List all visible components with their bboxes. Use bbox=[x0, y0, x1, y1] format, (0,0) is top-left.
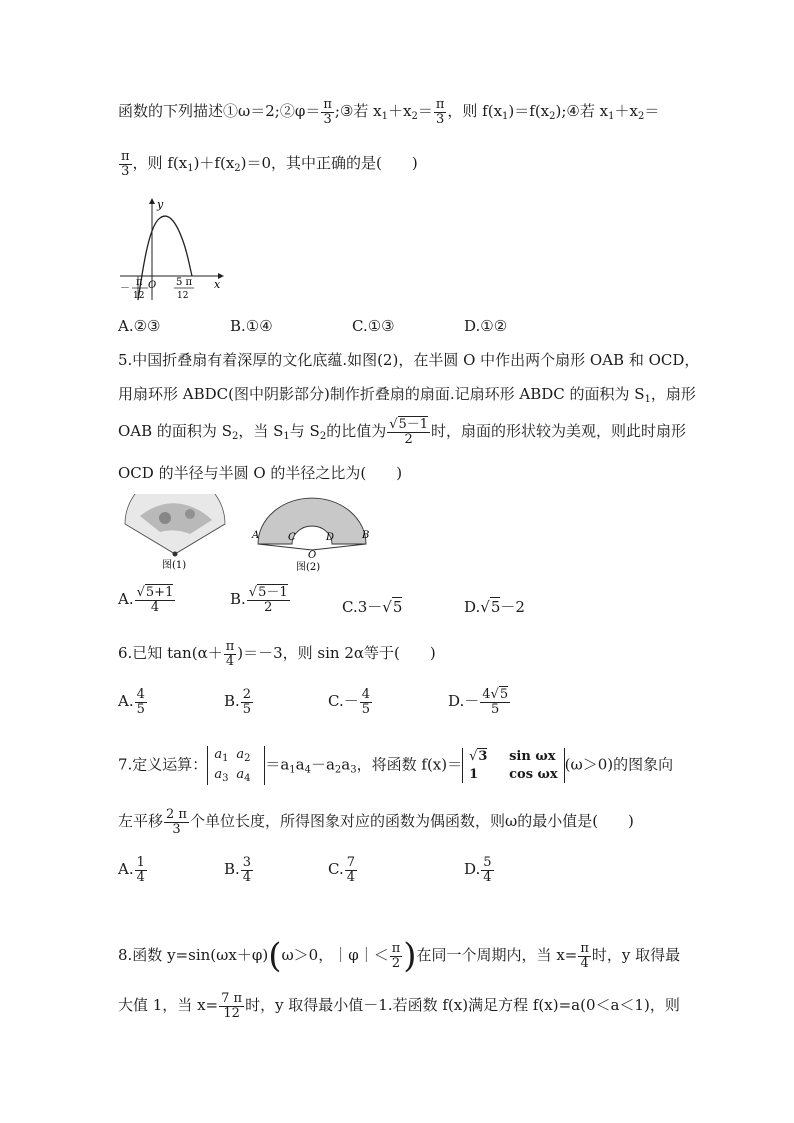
q7-line2: 左平移 $\frac{2 \pi}{3}$ 个单位长度，所得图象对应的函数为偶函数，则ω的最小值是( ) bbox=[118, 807, 634, 837]
q7-option-a[interactable]: A. $\frac{1}{4}$ bbox=[118, 855, 145, 885]
q4-option-b[interactable]: B.①④ bbox=[230, 317, 273, 335]
q5-option-b[interactable]: B. $\frac{√5-1}{2}$ bbox=[230, 585, 288, 615]
fraction-pi-over-3: $\frac{\pi}{3}$ bbox=[323, 97, 332, 127]
q7-option-b[interactable]: B. $\frac{3}{4}$ bbox=[224, 855, 252, 885]
q4-option-d[interactable]: D.①② bbox=[464, 317, 508, 335]
q4-option-c[interactable]: C.①③ bbox=[352, 317, 395, 335]
right-tick-den: 12 bbox=[177, 291, 189, 301]
q5-line2: 用扇环形 ABDC(图中阴影部分)制作折叠扇的扇面.记扇环形 ABDC 的面积为 $S_1$，扇形 bbox=[118, 385, 696, 405]
fig1-caption: 图(1) bbox=[162, 560, 187, 571]
fan-illustration bbox=[120, 494, 230, 572]
q5-line4: OCD 的半径与半圆 O 的半径之比为( ) bbox=[118, 464, 403, 482]
svg-text:O: O bbox=[308, 550, 317, 561]
q4-function-graph bbox=[118, 196, 228, 304]
left-tick-sign: － bbox=[120, 283, 130, 294]
origin-label: O bbox=[148, 280, 157, 291]
q7-stem: 7.定义运算：$a_1$ $a_2$ $a_3$ $a_4=a_1a_4-a_2a_3$，将函数 f(x)＝ √3 sin ωx 1 cos ωx(ω＞0)的图象向 bbox=[118, 747, 674, 784]
q8-line1: 8.函数 y=sin(ωx＋φ)(ω＞0，｜φ｜＜ $\frac{\pi}{2}$ )在同一个周期内，当 x= $\frac{\pi}{4}$ 时，y 取得最 bbox=[118, 936, 681, 976]
svg-text:A: A bbox=[252, 530, 260, 541]
function-determinant: √3 sin ωx 1 cos ωx bbox=[462, 748, 565, 783]
svg-text:B: B bbox=[362, 530, 370, 541]
fan-pivot bbox=[173, 552, 178, 557]
left-tick-den: 12 bbox=[133, 291, 145, 301]
fraction-pi-over-3-b: $\frac{\pi}{3}$ bbox=[435, 97, 445, 127]
y-axis-label: y bbox=[157, 198, 164, 211]
q5-line3: OAB 的面积为 $S_2$，当 $S_1$与 $S_2$的比值为 $\frac{√5-1}{2}$ 时，扇面的形状较为美观，则此时扇形 bbox=[118, 417, 687, 447]
q5-option-d[interactable]: D.√5－2 bbox=[464, 598, 525, 616]
q4-option-a[interactable]: A.②③ bbox=[118, 317, 161, 335]
q6-option-b[interactable]: B. $\frac{2}{5}$ bbox=[224, 687, 252, 717]
left-tick-num: π bbox=[136, 277, 143, 288]
q6-option-d[interactable]: D.－ $\frac{4√5}{5}$ bbox=[448, 687, 509, 717]
x-axis-label: x bbox=[214, 278, 221, 291]
q5-option-a[interactable]: A. $\frac{√5+1}{4}$ bbox=[118, 585, 174, 615]
svg-text:C: C bbox=[288, 532, 296, 543]
q5-option-c[interactable]: C.3－√5 bbox=[342, 598, 403, 616]
q8-line2: 大值 1，当 x= $\frac{7 \pi}{12}$ 时，y 取得最小值－1.若函数 f(x)满足方程 f(x)=a(0＜a＜1)，则 bbox=[118, 991, 680, 1021]
ratio-fraction: $\frac{√5-1}{2}$ bbox=[389, 417, 429, 447]
q5-line1: 5.中国折叠扇有着深厚的文化底蕴.如图(2)，在半圆 O 中作出两个扇形 OAB 和 OCD， bbox=[118, 351, 700, 369]
q6-option-c[interactable]: C.－ $\frac{4}{5}$ bbox=[328, 687, 370, 717]
determinant-definition: $a_1$ $a_2$ $a_3$ $a_4$ bbox=[207, 746, 265, 785]
q7-option-c[interactable]: C. $\frac{7}{4}$ bbox=[328, 855, 355, 885]
svg-text:D: D bbox=[326, 532, 335, 543]
right-tick-num: 5 π bbox=[176, 277, 193, 288]
fig2-caption: 图(2) bbox=[296, 562, 321, 572]
q7-option-d[interactable]: D. $\frac{5}{4}$ bbox=[464, 855, 492, 885]
q6-option-a[interactable]: A. $\frac{4}{5}$ bbox=[118, 687, 145, 717]
fraction-pi-over-3-c: $\frac{\pi}{3}$ bbox=[121, 149, 130, 179]
sector-ring-diagram bbox=[250, 494, 375, 572]
shaded-ring bbox=[258, 498, 366, 544]
q6-stem: 6.已知 tan(α＋ $\frac{\pi}{4}$ )＝－3，则 sin 2α等于( ) bbox=[118, 639, 436, 669]
q4-line1: 函数的下列描述①ω＝2;②φ＝ $\frac{\pi}{3}$ ;③若 $x_1+x_2=$ $\frac{\pi}{3}$ ，则 $f(x_1)=f(x_2);④$若 $x_1+x_2=$ bbox=[118, 97, 660, 127]
y-axis-arrow bbox=[149, 198, 155, 204]
q4-line2: $\frac{\pi}{3}$ ，则 $f(x_1)+f(x_2)=0$，其中正确的是( ) bbox=[121, 149, 418, 179]
